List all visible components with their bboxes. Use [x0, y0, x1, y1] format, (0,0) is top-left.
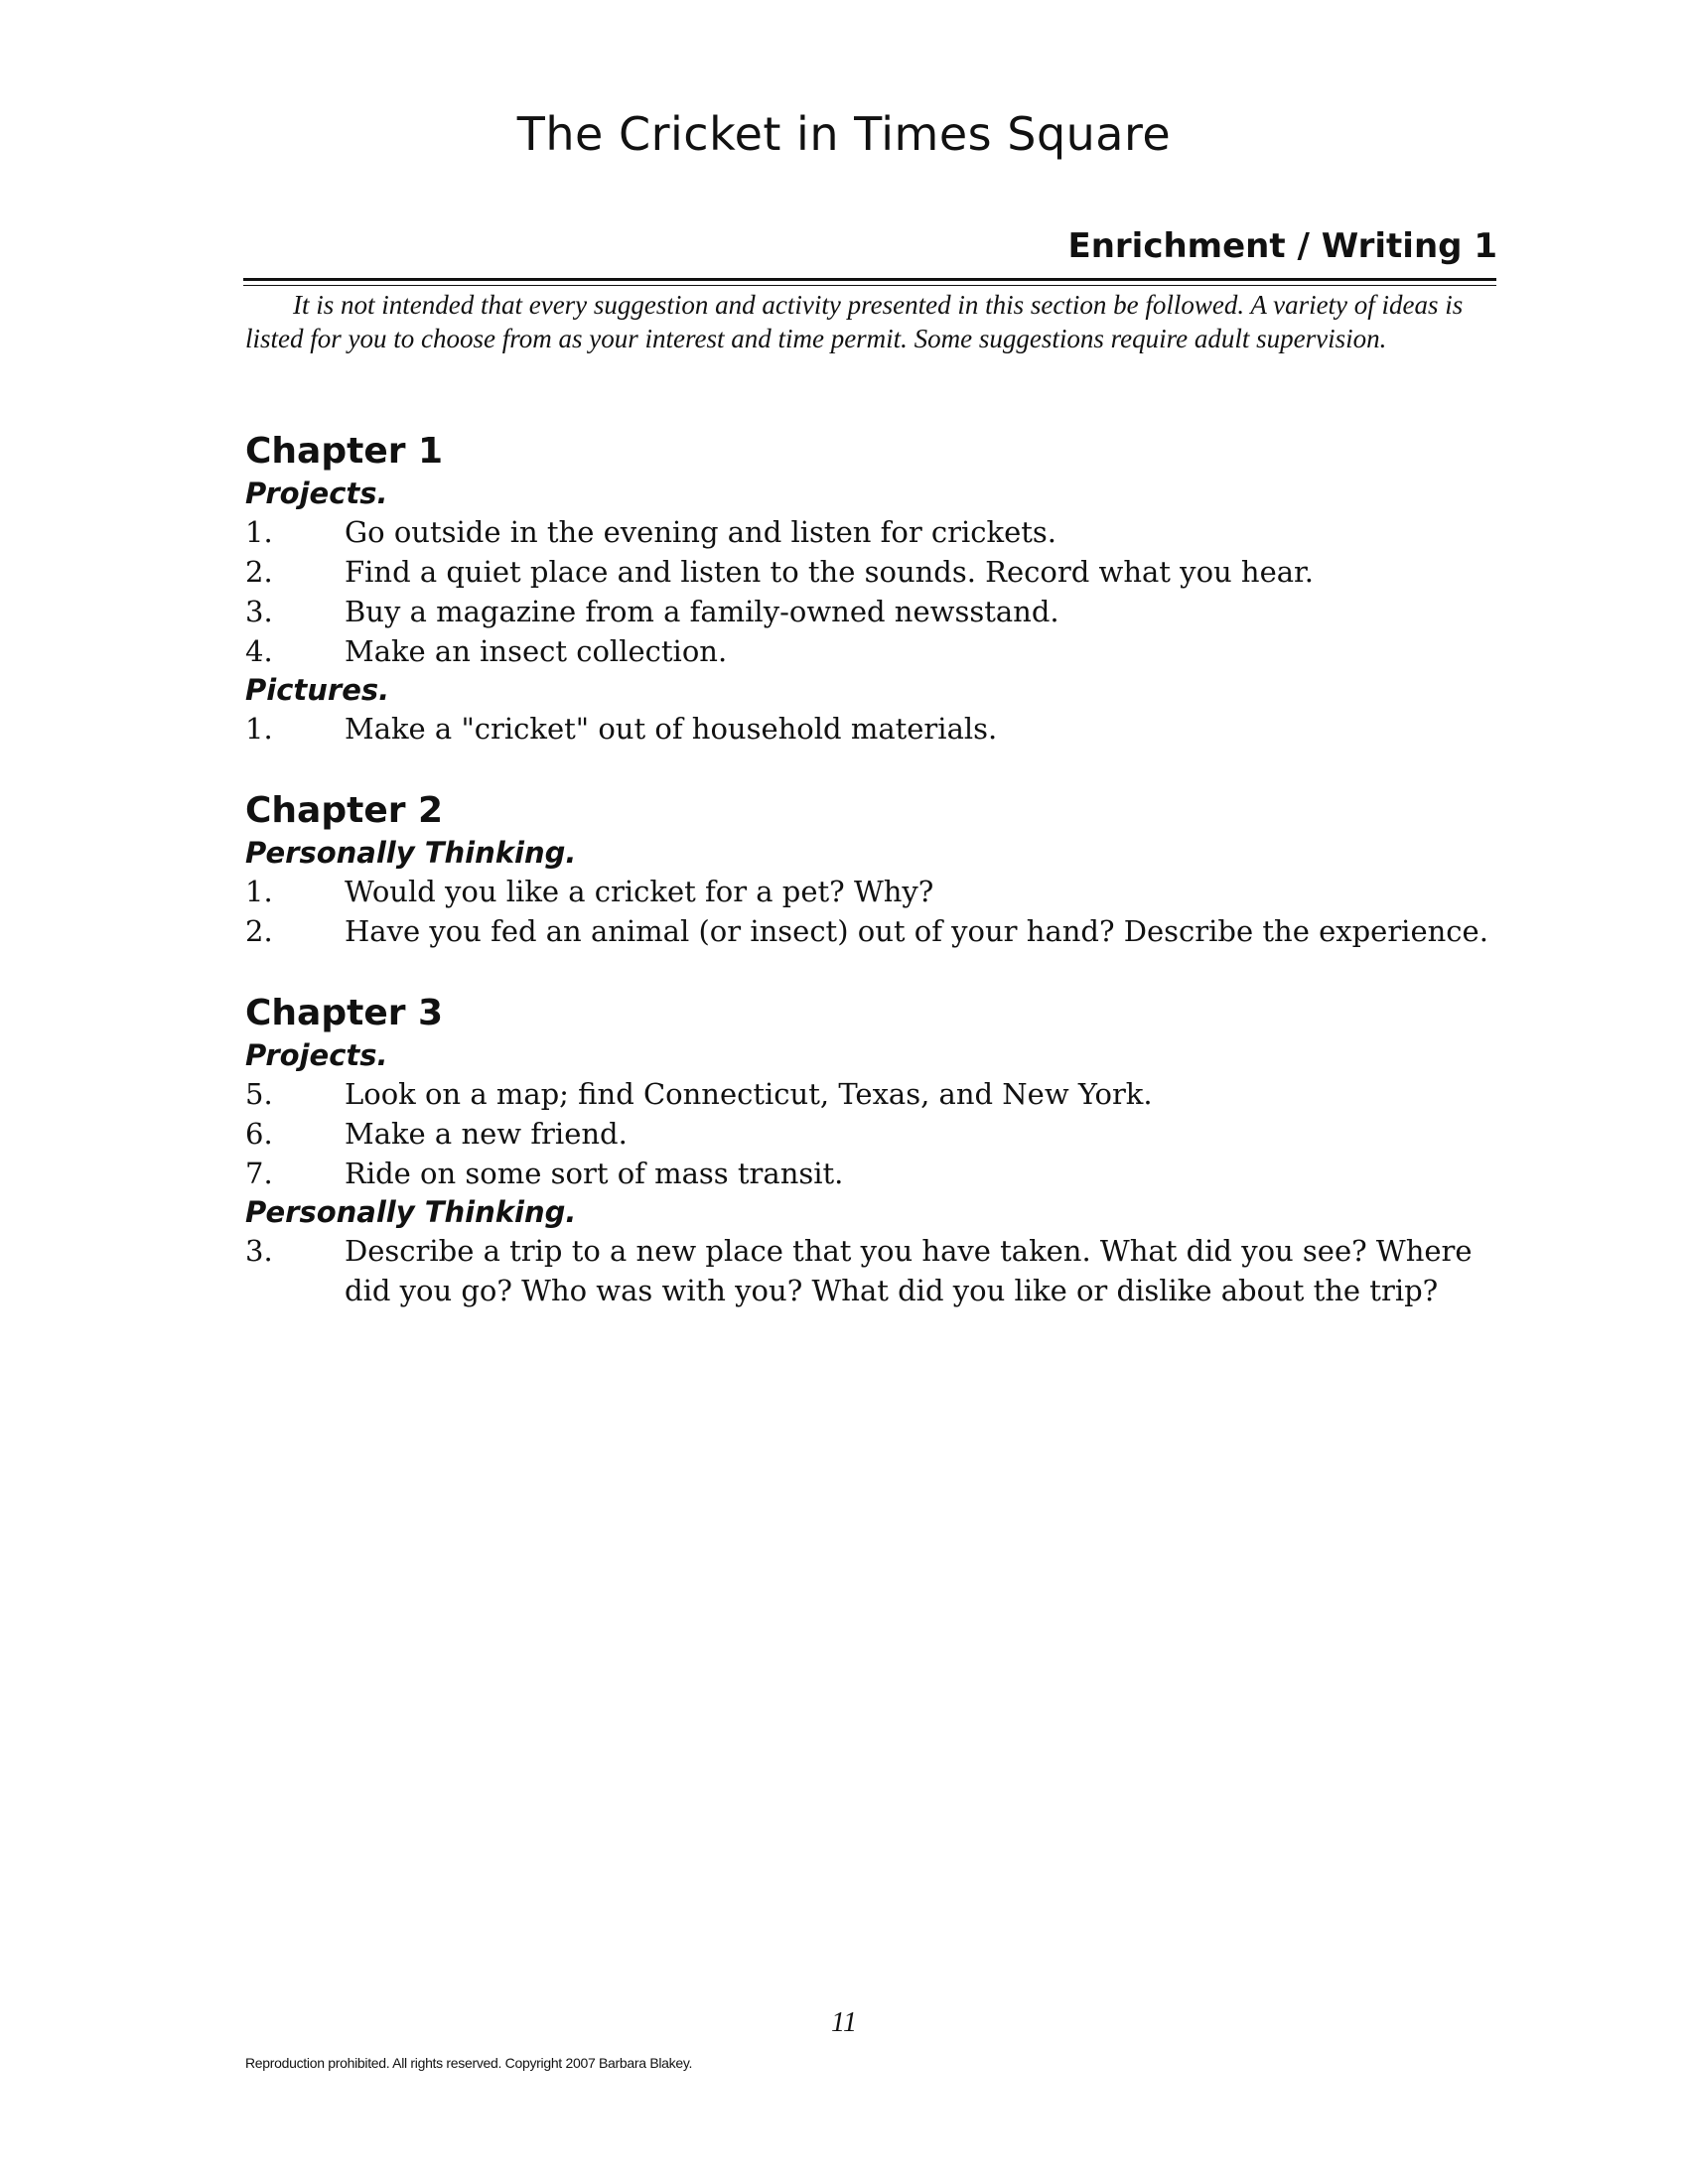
item-text: Find a quiet place and listen to the sounds. Record what you hear. — [345, 555, 1314, 589]
chapter-list — [245, 429, 1491, 1350]
activity-group — [245, 1036, 1491, 1193]
item-number: 3. — [245, 1234, 273, 1268]
activity-group — [245, 475, 1491, 671]
item-text: Go outside in the evening and listen for crickets. — [345, 515, 1057, 549]
copyright-notice: Reproduction prohibited. All rights reserved. Copyright 2007 Barbara Blakey. — [245, 2055, 693, 2071]
item-text: Describe a trip to a new place that you have taken. What did you see? Where did you go? Who was with you? What did you like or dislike about the trip? — [345, 1234, 1473, 1307]
item-number: 1. — [245, 515, 273, 549]
item-text: Look on a map; find Connecticut, Texas, and New York. — [345, 1077, 1153, 1111]
activity-group — [245, 1193, 1491, 1310]
item-number: 1. — [245, 712, 273, 746]
item-number: 2. — [245, 555, 273, 589]
list-item — [245, 709, 1491, 749]
activity-group-label: Personally Thinking. — [245, 836, 577, 870]
intro-paragraph: It is not intended that every suggestion and activity presented in this section be followed. A variety of ideas is listed for you to choose from as your interest and time permit. Some suggestions require adult supervision. — [245, 290, 1464, 353]
header-rule-thin — [243, 285, 1496, 286]
list-item — [245, 631, 1491, 671]
chapter-heading: Chapter 2 — [245, 790, 444, 831]
item-text: Make a new friend. — [345, 1117, 628, 1151]
item-number: 7. — [245, 1157, 273, 1190]
chapter-heading: Chapter 1 — [245, 431, 444, 472]
list-item — [245, 1114, 1491, 1154]
chapter-1 — [245, 429, 1491, 749]
item-text: Have you fed an animal (or insect) out of your hand? Describe the experience. — [345, 914, 1488, 948]
item-number: 5. — [245, 1077, 273, 1111]
header-rule-thick — [243, 278, 1496, 281]
item-number: 2. — [245, 914, 273, 948]
page-number: 11 — [831, 2007, 857, 2038]
activity-group — [245, 834, 1491, 951]
list-item — [245, 872, 1491, 911]
list-item — [245, 1231, 1491, 1310]
list-item — [245, 911, 1491, 951]
chapter-heading: Chapter 3 — [245, 993, 444, 1033]
list-item — [245, 552, 1491, 592]
chapter-2 — [245, 788, 1491, 951]
activity-group-label: Projects. — [245, 1038, 388, 1072]
section-label: Enrichment / Writing 1 — [1067, 226, 1497, 266]
item-number: 6. — [245, 1117, 273, 1151]
page-title: The Cricket in Times Square — [516, 107, 1172, 161]
activity-group-label: Pictures. — [245, 673, 390, 707]
item-text: Would you like a cricket for a pet? Why? — [345, 875, 934, 908]
chapter-3 — [245, 991, 1491, 1310]
list-item — [245, 592, 1491, 631]
item-text: Buy a magazine from a family-owned newsstand. — [345, 595, 1059, 628]
list-item — [245, 1074, 1491, 1114]
activity-group — [245, 671, 1491, 749]
activity-group-label: Projects. — [245, 477, 388, 510]
list-item — [245, 1154, 1491, 1193]
item-number: 3. — [245, 595, 273, 628]
list-item — [245, 512, 1491, 552]
item-number: 1. — [245, 875, 273, 908]
item-text: Make an insect collection. — [345, 634, 728, 668]
item-text: Ride on some sort of mass transit. — [345, 1157, 844, 1190]
activity-group-label: Personally Thinking. — [245, 1195, 577, 1229]
item-text: Make a "cricket" out of household materials. — [345, 712, 998, 746]
item-number: 4. — [245, 634, 273, 668]
